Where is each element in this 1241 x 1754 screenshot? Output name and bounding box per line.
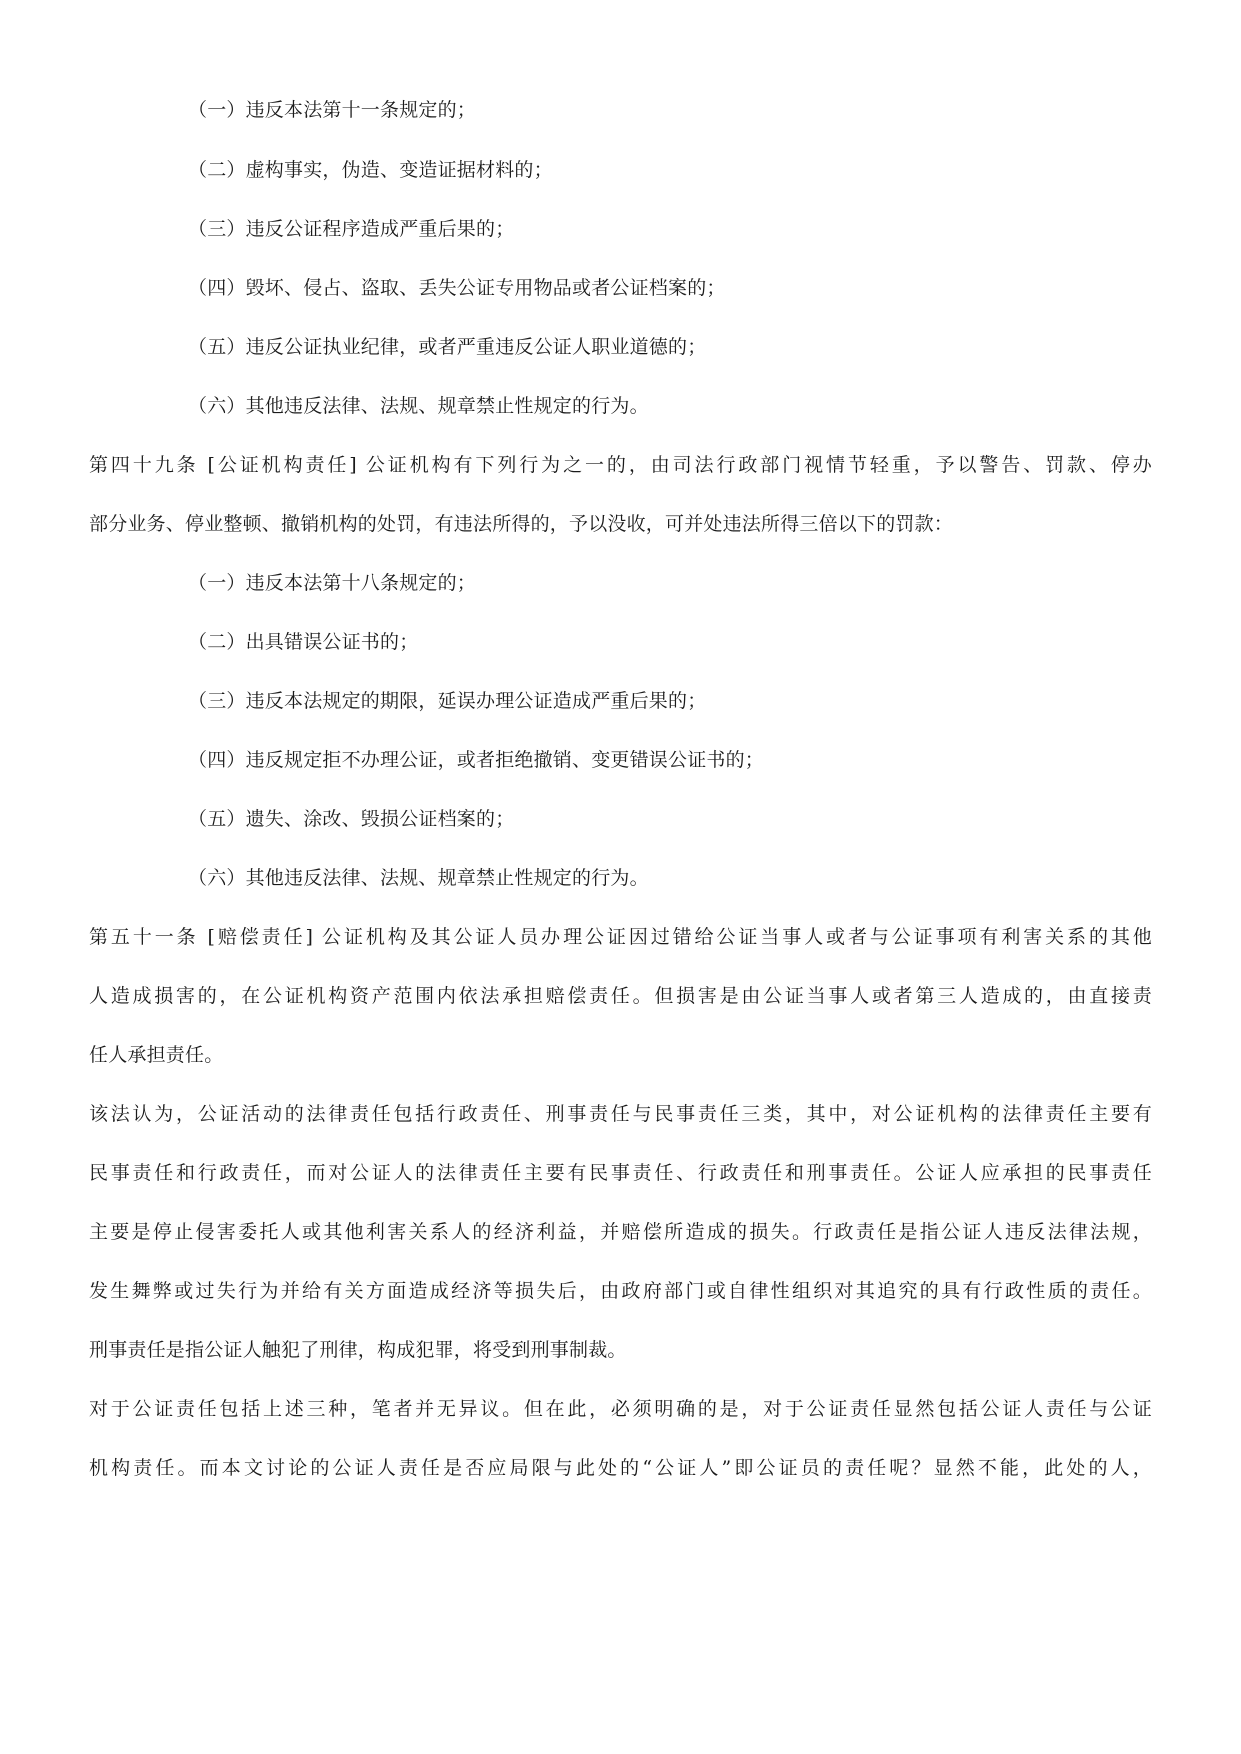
list-item: （二）虚构事实，伪造、变造证据材料的；: [188, 159, 553, 181]
list-item: （一）违反本法第十八条规定的；: [188, 572, 477, 594]
commentary-line: 该法认为，公证活动的法律责任包括行政责任、刑事责任与民事责任三类，其中，对公证机构的法律责任主要有: [89, 1103, 1152, 1125]
list-item: （四）违反规定拒不办理公证，或者拒绝撤销、变更错误公证书的；: [188, 749, 765, 771]
list-item: （二）出具错误公证书的；: [188, 631, 419, 653]
article-49-line: 部分业务、停业整顿、撤销机构的处罚，有违法所得的，予以没收，可并处违法所得三倍以下的罚款：: [89, 513, 954, 535]
commentary-line: 民事责任和行政责任，而对公证人的法律责任主要有民事责任、行政责任和刑事责任。公证人应承担的民事责任: [89, 1162, 1152, 1184]
commentary-line: 发生舞弊或过失行为并给有关方面造成经济等损失后，由政府部门或自律性组织对其追究的具有行政性质的责任。: [89, 1280, 1152, 1302]
list-item: （六）其他违反法律、法规、规章禁止性规定的行为。: [188, 867, 649, 889]
list-item: （三）违反公证程序造成严重后果的；: [188, 218, 515, 240]
article-51-line: 第五十一条 [赔偿责任] 公证机构及其公证人员办理公证因过错给公证当事人或者与公证事项有利害关系的其他: [89, 926, 1152, 948]
commentary-line: 机构责任。而本文讨论的公证人责任是否应局限与此处的“公证人”即公证员的责任呢？显然不能，此处的人，: [89, 1457, 1152, 1479]
list-item: （三）违反本法规定的期限，延误办理公证造成严重后果的；: [188, 690, 707, 712]
list-item: （五）遗失、涂改、毁损公证档案的；: [188, 808, 515, 830]
article-49-line: 第四十九条 [公证机构责任] 公证机构有下列行为之一的，由司法行政部门视情节轻重，予以警告、罚款、停办: [89, 454, 1152, 476]
commentary-line: 对于公证责任包括上述三种，笔者并无异议。但在此，必须明确的是，对于公证责任显然包括公证人责任与公证: [89, 1398, 1152, 1420]
article-51-line: 人造成损害的，在公证机构资产范围内依法承担赔偿责任。但损害是由公证当事人或者第三人造成的，由直接责: [89, 985, 1152, 1007]
list-item: （六）其他违反法律、法规、规章禁止性规定的行为。: [188, 395, 649, 417]
list-item: （一）违反本法第十一条规定的；: [188, 99, 477, 121]
commentary-line: 刑事责任是指公证人触犯了刑律，构成犯罪，将受到刑事制裁。: [89, 1339, 627, 1361]
article-51-line: 任人承担责任。: [89, 1044, 224, 1066]
list-item: （四）毁坏、侵占、盗取、丢失公证专用物品或者公证档案的；: [188, 277, 726, 299]
list-item: （五）违反公证执业纪律，或者严重违反公证人职业道德的；: [188, 336, 707, 358]
commentary-line: 主要是停止侵害委托人或其他利害关系人的经济利益，并赔偿所造成的损失。行政责任是指公证人违反法律法规，: [89, 1221, 1152, 1243]
